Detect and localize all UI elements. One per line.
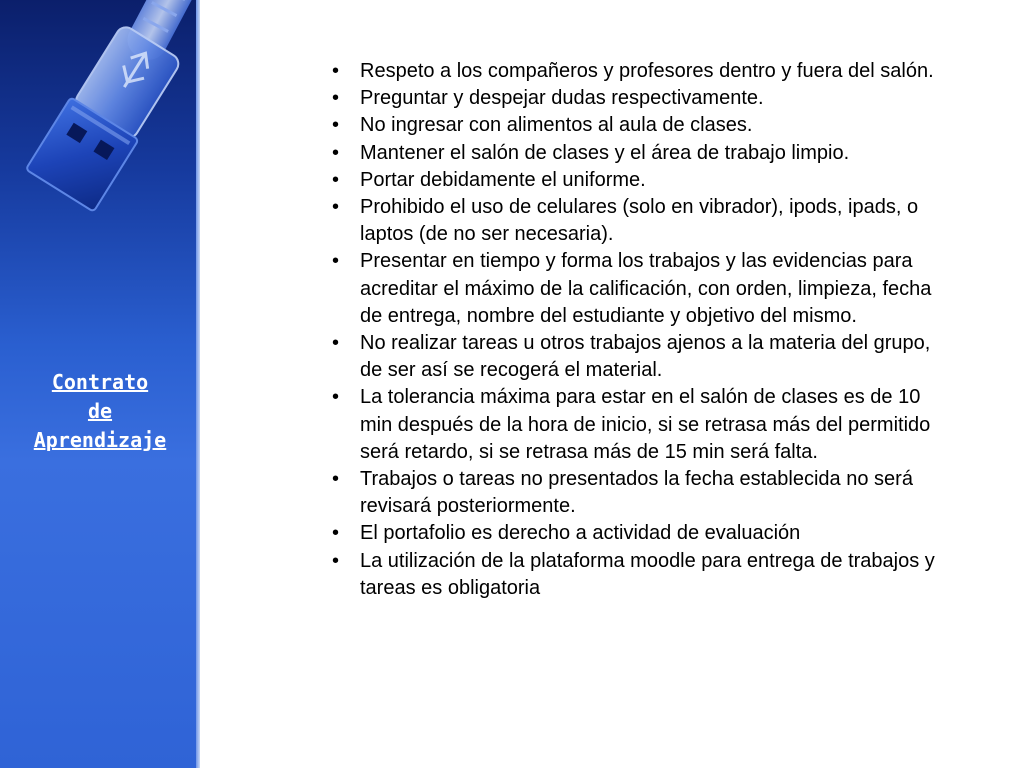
bullet-icon: • — [332, 468, 340, 491]
list-item-text: El portafolio es derecho a actividad de evaluación — [360, 522, 801, 545]
bullet-icon: • — [332, 114, 340, 137]
bullet-icon: • — [332, 168, 340, 191]
sidebar-edge — [196, 0, 200, 768]
bullet-icon: • — [332, 141, 340, 164]
sidebar-title[interactable] — [0, 368, 200, 455]
list-item — [332, 58, 957, 85]
rules-list — [332, 58, 957, 602]
list-item — [332, 140, 957, 167]
list-item-text: Mantener el salón de clases y el área de trabajo limpio. — [360, 141, 850, 164]
list-item — [332, 248, 957, 330]
usb-connector-icon — [0, 0, 200, 230]
sidebar-title-line-2[interactable]: de — [87, 399, 113, 423]
list-item-text: No realizar tareas u otros trabajos ajenos a la materia del grupo, de ser así se recogerá el material. — [360, 332, 931, 382]
bullet-icon: • — [332, 87, 340, 110]
list-item-text: Presentar en tiempo y forma los trabajos y las evidencias para acreditar el máximo de la calificación, con orden, limpieza, fecha de entrega, nombre del estudiante y objetivo del mismo. — [360, 250, 932, 327]
list-item — [332, 167, 957, 194]
list-item — [332, 194, 957, 248]
list-item — [332, 466, 957, 520]
list-item-text: La tolerancia máxima para estar en el salón de clases es de 10 min después de la hora de inicio, si se retrasa más del permitido será retardo, si se retrasa más de 15 min será falta. — [360, 386, 931, 463]
bullet-icon: • — [332, 250, 340, 273]
sidebar-title-line-3[interactable]: Aprendizaje — [33, 428, 167, 452]
list-item-text: No ingresar con alimentos al aula de clases. — [360, 114, 753, 137]
sidebar — [0, 0, 200, 768]
bullet-icon: • — [332, 386, 340, 409]
sidebar-title-line-1[interactable]: Contrato — [51, 370, 149, 394]
list-item — [332, 330, 957, 384]
bullet-icon: • — [332, 522, 340, 545]
bullet-icon: • — [332, 549, 340, 572]
list-item — [332, 520, 957, 547]
list-item — [332, 85, 957, 112]
bullet-icon: • — [332, 196, 340, 219]
list-item-text: Trabajos o tareas no presentados la fecha establecida no será revisará posteriormente. — [360, 468, 913, 518]
list-item — [332, 384, 957, 466]
list-item-text: La utilización de la plataforma moodle para entrega de trabajos y tareas es obligatoria — [360, 549, 935, 599]
bullet-icon: • — [332, 60, 340, 82]
bullet-icon: • — [332, 332, 340, 355]
list-item-text: Respeto a los compañeros y profesores dentro y fuera del salón. — [360, 60, 934, 82]
list-item-text: Prohibido el uso de celulares (solo en vibrador), ipods, ipads, o laptos (de no ser necesaria). — [360, 196, 919, 246]
list-item-text: Preguntar y despejar dudas respectivamente. — [360, 87, 764, 110]
list-item — [332, 548, 957, 602]
list-item-text: Portar debidamente el uniforme. — [360, 168, 646, 191]
list-item — [332, 112, 957, 139]
